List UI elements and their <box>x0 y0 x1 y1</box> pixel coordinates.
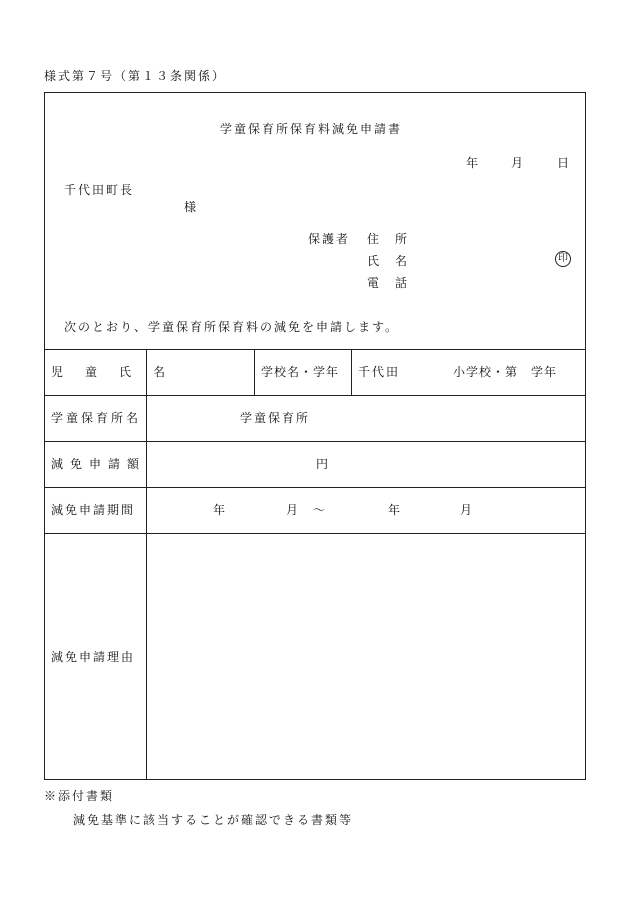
date-day: 日 <box>557 156 572 170</box>
child-name-label: 児 童 氏 名 <box>51 365 171 379</box>
seal-mark: 印 <box>555 251 571 267</box>
rule-4 <box>44 487 586 488</box>
attachment-label: ※添付書類 <box>44 789 115 803</box>
period-year: 年 <box>213 503 228 517</box>
guardian-label: 保護者 <box>308 232 351 246</box>
label-column-divider <box>146 349 147 780</box>
reason-label: 減免申請理由 <box>51 650 136 664</box>
rule-3 <box>44 441 586 442</box>
rule-2 <box>44 395 586 396</box>
amount-unit: 円 <box>316 457 331 471</box>
address-label: 住 所 <box>367 232 410 246</box>
school-suffix: 小学校・第 学年 <box>453 365 558 379</box>
period-month: 月 <box>286 503 301 517</box>
school-grade-label: 学校名・学年 <box>261 365 340 379</box>
rule-5 <box>44 533 586 534</box>
period-label: 減免申請期間 <box>51 503 136 517</box>
date-year: 年 <box>466 156 481 170</box>
facility-label: 学童保育所名 <box>51 411 142 425</box>
form-title: 学童保育所保育料減免申請書 <box>220 122 403 136</box>
period-tilde: ～ <box>313 503 328 517</box>
name-label: 氏 名 <box>367 254 410 268</box>
period-year-2: 年 <box>388 503 403 517</box>
form-number: 様式第７号（第１３条関係） <box>44 69 227 83</box>
phone-label: 電 話 <box>367 276 410 290</box>
rule-1 <box>44 349 586 350</box>
period-month-2: 月 <box>460 503 475 517</box>
addressee: 千代田町長 <box>64 183 135 197</box>
school-divider-1 <box>254 349 255 395</box>
school-divider-2 <box>351 349 352 395</box>
honorific: 様 <box>184 200 199 214</box>
date-month: 月 <box>511 156 526 170</box>
intro-text: 次のとおり、学童保育所保育料の減免を申請します。 <box>64 320 400 334</box>
attachment-text: 減免基準に該当することが確認できる書類等 <box>73 813 354 827</box>
school-prefix: 千代田 <box>358 365 401 379</box>
amount-label: 減免申請額 <box>51 457 147 471</box>
facility-value: 学童保育所 <box>240 411 311 425</box>
